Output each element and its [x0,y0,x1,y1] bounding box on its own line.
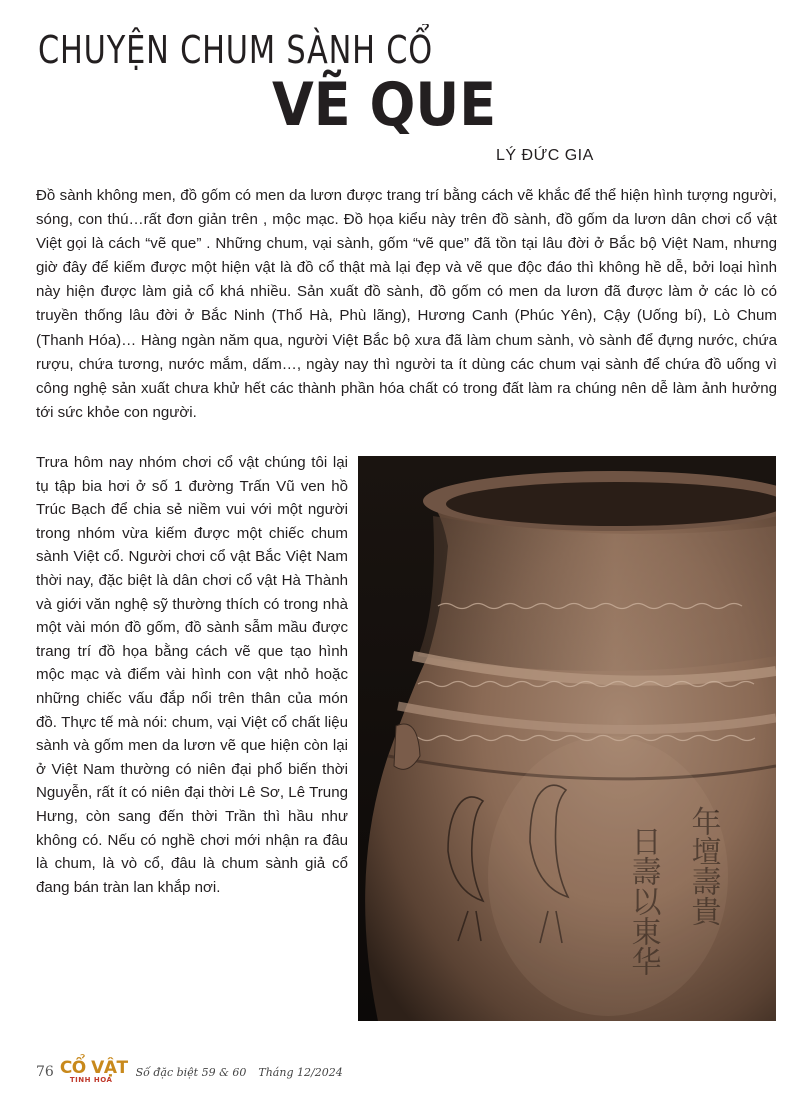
page-number: 76 [36,1064,54,1080]
issue-date: Tháng 12/2024 [258,1065,343,1079]
logo-main-text: CỔ VẬT [59,1058,128,1078]
magazine-logo [60,1060,128,1084]
page-footer [36,1058,636,1086]
lead-paragraph: Đồ sành không men, đồ gốm có men da lươn được trang trí bằng cách vẽ khắc để thể hiện hình tượng người, sóng, con thú…rất đơn giản trên , mộc mạc. Đồ họa kiểu này trên đồ sành, đồ gốm da lươn dân chơi cổ vật Việt gọi là cách “vẽ que” . Những chum, vại sành, gốm “vẽ que” đã tồn tại lâu đời ở Bắc bộ Việt Nam, nhưng giờ đây để kiếm được một hiện vật là đồ cổ thật mà lại đẹp và vẽ que độc đáo thì không hề dễ, bởi loại hình này hiện được làm giả cổ khá nhiều. Sản xuất đồ sành, đồ gốm có men da lươn đã được làm ở các lò có truyền thống lâu đời ở Bắc Ninh (Thổ Hà, Phù lãng), Hương Canh (Phúc Yên), Cậy (Uống bí), Lò Chum (Thanh Hóa)… Hàng ngàn năm qua, người Việt Bắc bộ xưa đã làm chum sành, vò sành để đựng nước, chứa rượu, chứa tương, nước mắm, dấm…, ngày nay thì người ta ít dùng các chum vại sành để chứa đồ uống vì công nghệ sản xuất chưa khử hết các thành phần hóa chất có trong đất làm ra chúng nên dễ làm ảnh hưởng tới sức khỏe con người. [36,187,777,421]
body-paragraph: Trưa hôm nay nhóm chơi cổ vật chúng tôi lại tụ tập bia hơi ở số 1 đường Trấn Vũ ven hồ Trúc Bạch để chia sẻ niềm vui với một người trong nhóm vừa kiếm được một chiếc chum sành Việt cổ. Người chơi cổ vật Bắc Việt Nam thời nay, đặc biệt là dân chơi cổ vật Hà Thành và giới văn nghệ sỹ thường thích có trong nhà một vài món đồ gốm, đồ sành sẫm mầu được trang trí đồ họa bằng cách vẽ que tạo hình mộc mạc và điểm vài hình con vật nhỏ hoặc những chiếc vấu đắp nổi trên thân của món đồ. Thực tế mà nói: chum, vại Việt cổ chất liệu sành và gốm men da lươn vẽ que hiện còn lại ở Việt Nam thường có niên đại phổ biến thời Nguyễn, rất ít có niên đại thời Lê Sơ, Lê Trung Hưng, còn sang đến thời Trần thì hầu như không có. Nếu có nghề chơi mới nhận ra đâu là chum, là vò cổ, đâu là chum sành giả cổ đang bán tràn lan khắp nơi. [36,454,348,896]
article-title-line1: CHUYỆN CHUM SÀNH CỔ [38,28,434,72]
inscription-col1-text: 年壇壽貴 [685,806,721,926]
issue-label: Số đặc biệt 59 & 60 [135,1065,247,1079]
jar-photo [358,456,776,1021]
inscription-col2-text: 日壽以東华 [625,826,661,976]
logo-sub-text: TINH HOA [69,1076,113,1084]
article-author: LÝ ĐỨC GIA [496,147,594,164]
article-title-line2: VẼ QUE [272,70,497,140]
